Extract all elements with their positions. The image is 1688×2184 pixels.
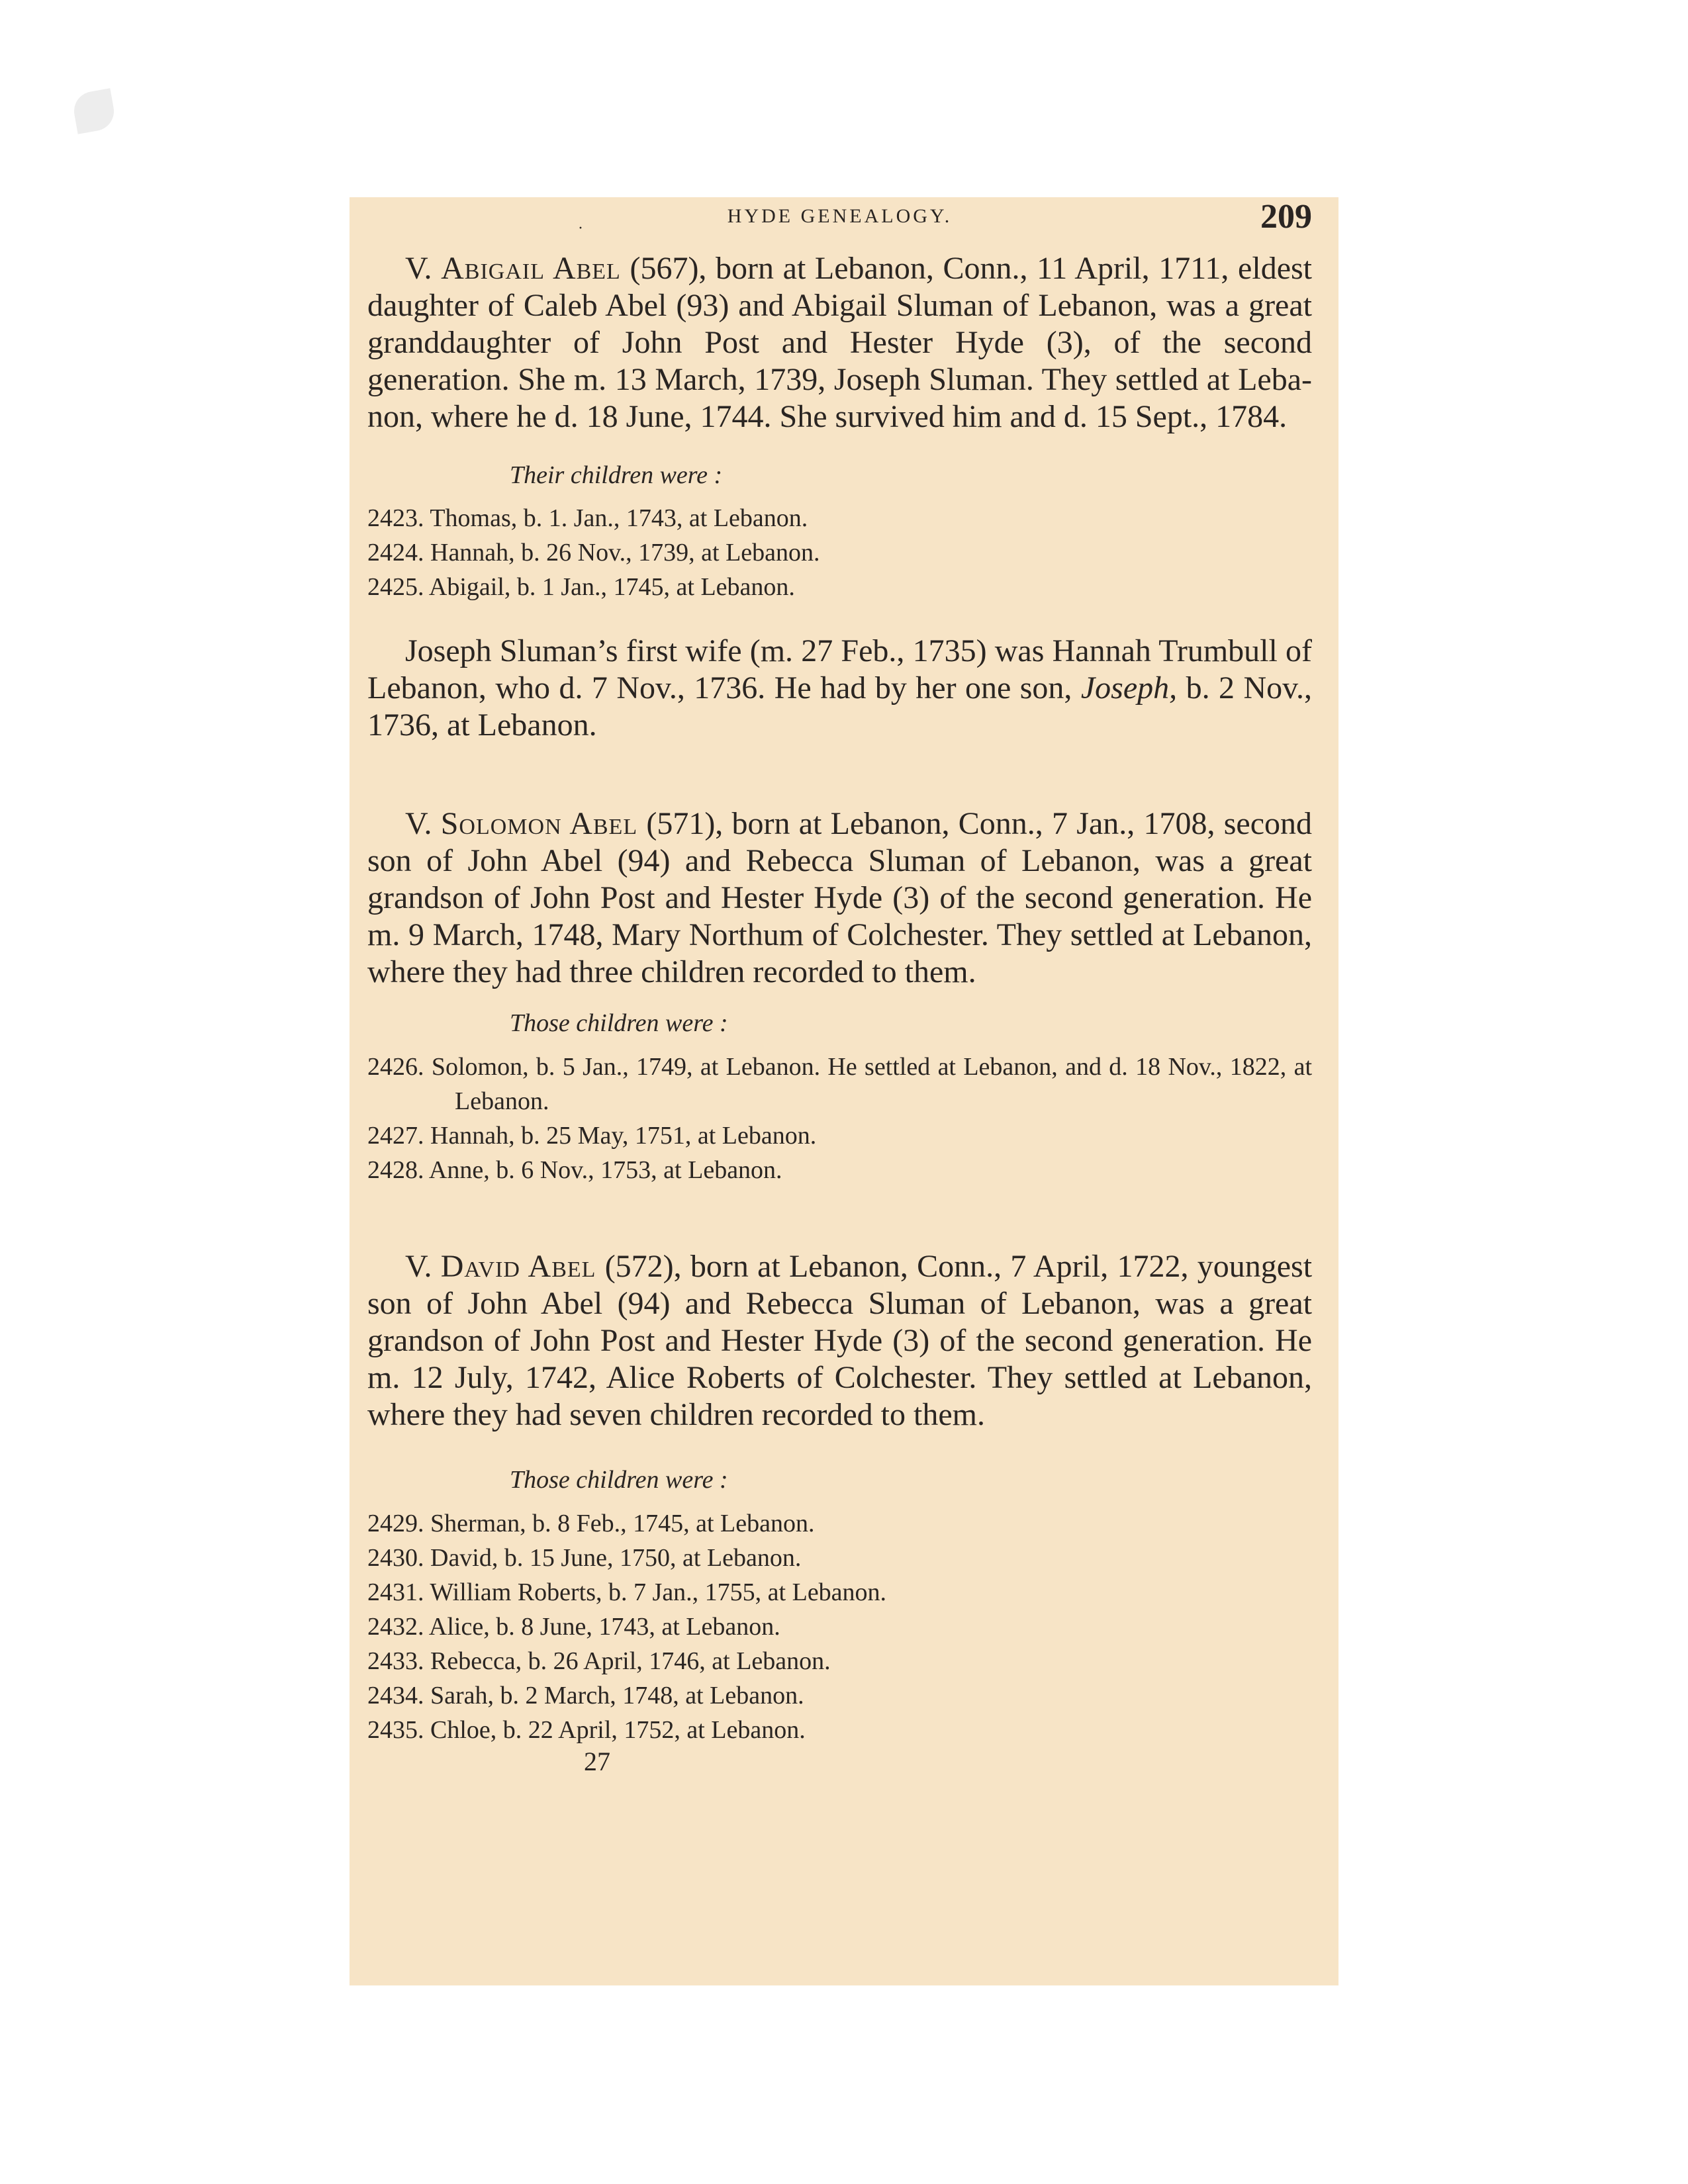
entry-abigail-abel [367,250,1312,435]
entry-text: (571), born at Lebanon, Conn., 7 Jan., 1708, second son of John Abel (94) and Rebecca Sluman of Lebanon, was a great grandson of John Post and Hester Hyde (3) of the second generation. He m. 9 March, 1748, Mary Northum of Colchester. They settled at Lebanon, where they had three children recorded to them. [367,806,1313,989]
entry-name: David Abel [440,1249,596,1284]
entry-david-abel [367,1248,1312,1433]
entry-name: Solomon Abel [440,806,638,841]
note-italic-name: Joseph, [1080,670,1178,705]
list-item: 2425. Abigail, b. 1 Jan., 1745, at Lebanon. [367,573,795,601]
list-item: 2431. William Roberts, b. 7 Jan., 1755, at Lebanon. [367,1578,887,1606]
list-item: 2427. Hannah, b. 25 May, 1751, at Lebanon. [367,1122,817,1150]
page-number: 209 [1260,198,1312,236]
header-dot: · [578,220,583,237]
entry-text: (572), born at Lebanon, Conn., 7 April, 1722, youngest son of John Abel (94) and Rebecca Sluman of Lebanon, was a great grandson of John Post and Hester Hyde (3) of the second generation. He m. 12 July, 1742, Alice Roberts of Colchester. They settled at Lebanon, where they had seven children recorded to them. [367,1249,1313,1432]
entry-text: (567), born at Lebanon, Conn., 11 April, 1711, eldest daughter of Caleb Abel (93) and Abigail Sluman of Lebanon, was a great granddaughter of John Post and Hester Hyde (3), of the second generation. She m. 13 March, 1739, Joseph Sluman. They settled at Lebanon, where he d. 18 June, 1744. She survived him and d. 15 Sept., 1784. [367,251,1313,434]
entry-name: Abigail Abel [441,251,621,286]
note-text-before: Joseph Sluman’s first wife (m. 27 Feb., 1735) was Hannah Trumbull of Lebanon, who d. 7 Nov., 1736. He had by her one son, [367,633,1312,705]
entry-numeral: V. [405,251,432,286]
list-item: 2433. Rebecca, b. 26 April, 1746, at Lebanon. [367,1647,831,1675]
list-item: 2435. Chloe, b. 22 April, 1752, at Lebanon. [367,1716,806,1744]
list-item: 2434. Sarah, b. 2 March, 1748, at Lebanon. [367,1682,804,1709]
entry-solomon-abel [367,805,1312,991]
list-item: 2430. David, b. 15 June, 1750, at Lebanon. [367,1544,802,1572]
page-header [367,197,1312,250]
book-page [350,197,1338,1985]
entry-numeral: V. [405,806,432,841]
children-intro: Those children were : [510,1466,728,1494]
list-item: 2432. Alice, b. 8 June, 1743, at Lebanon. [367,1613,780,1641]
list-item: 2424. Hannah, b. 26 Nov., 1739, at Lebanon. [367,539,820,567]
children-list [367,1050,1312,1187]
list-item: 2428. Anne, b. 6 Nov., 1753, at Lebanon. [367,1156,782,1184]
children-intro: Those children were : [510,1009,728,1037]
list-item: 2429. Sherman, b. 8 Feb., 1745, at Lebanon. [367,1510,815,1537]
entry-numeral: V. [405,1249,432,1284]
children-list [367,1506,1312,1747]
leaf-icon [71,88,117,134]
list-item: 2426. Solomon, b. 5 Jan., 1749, at Lebanon. He settled at Lebanon, and d. 18 Nov., 1822, at Lebanon. [367,1053,1312,1115]
children-intro: Their children were : [510,461,723,489]
children-list [367,501,1312,604]
signature-mark: 27 [584,1747,610,1776]
running-title: HYDE GENEALOGY. [727,205,953,227]
note-text-after: b. 2 Nov., 1736, at Lebanon. [367,670,1313,743]
list-item: 2423. Thomas, b. 1. Jan., 1743, at Lebanon. [367,504,808,532]
note-paragraph [367,633,1312,744]
